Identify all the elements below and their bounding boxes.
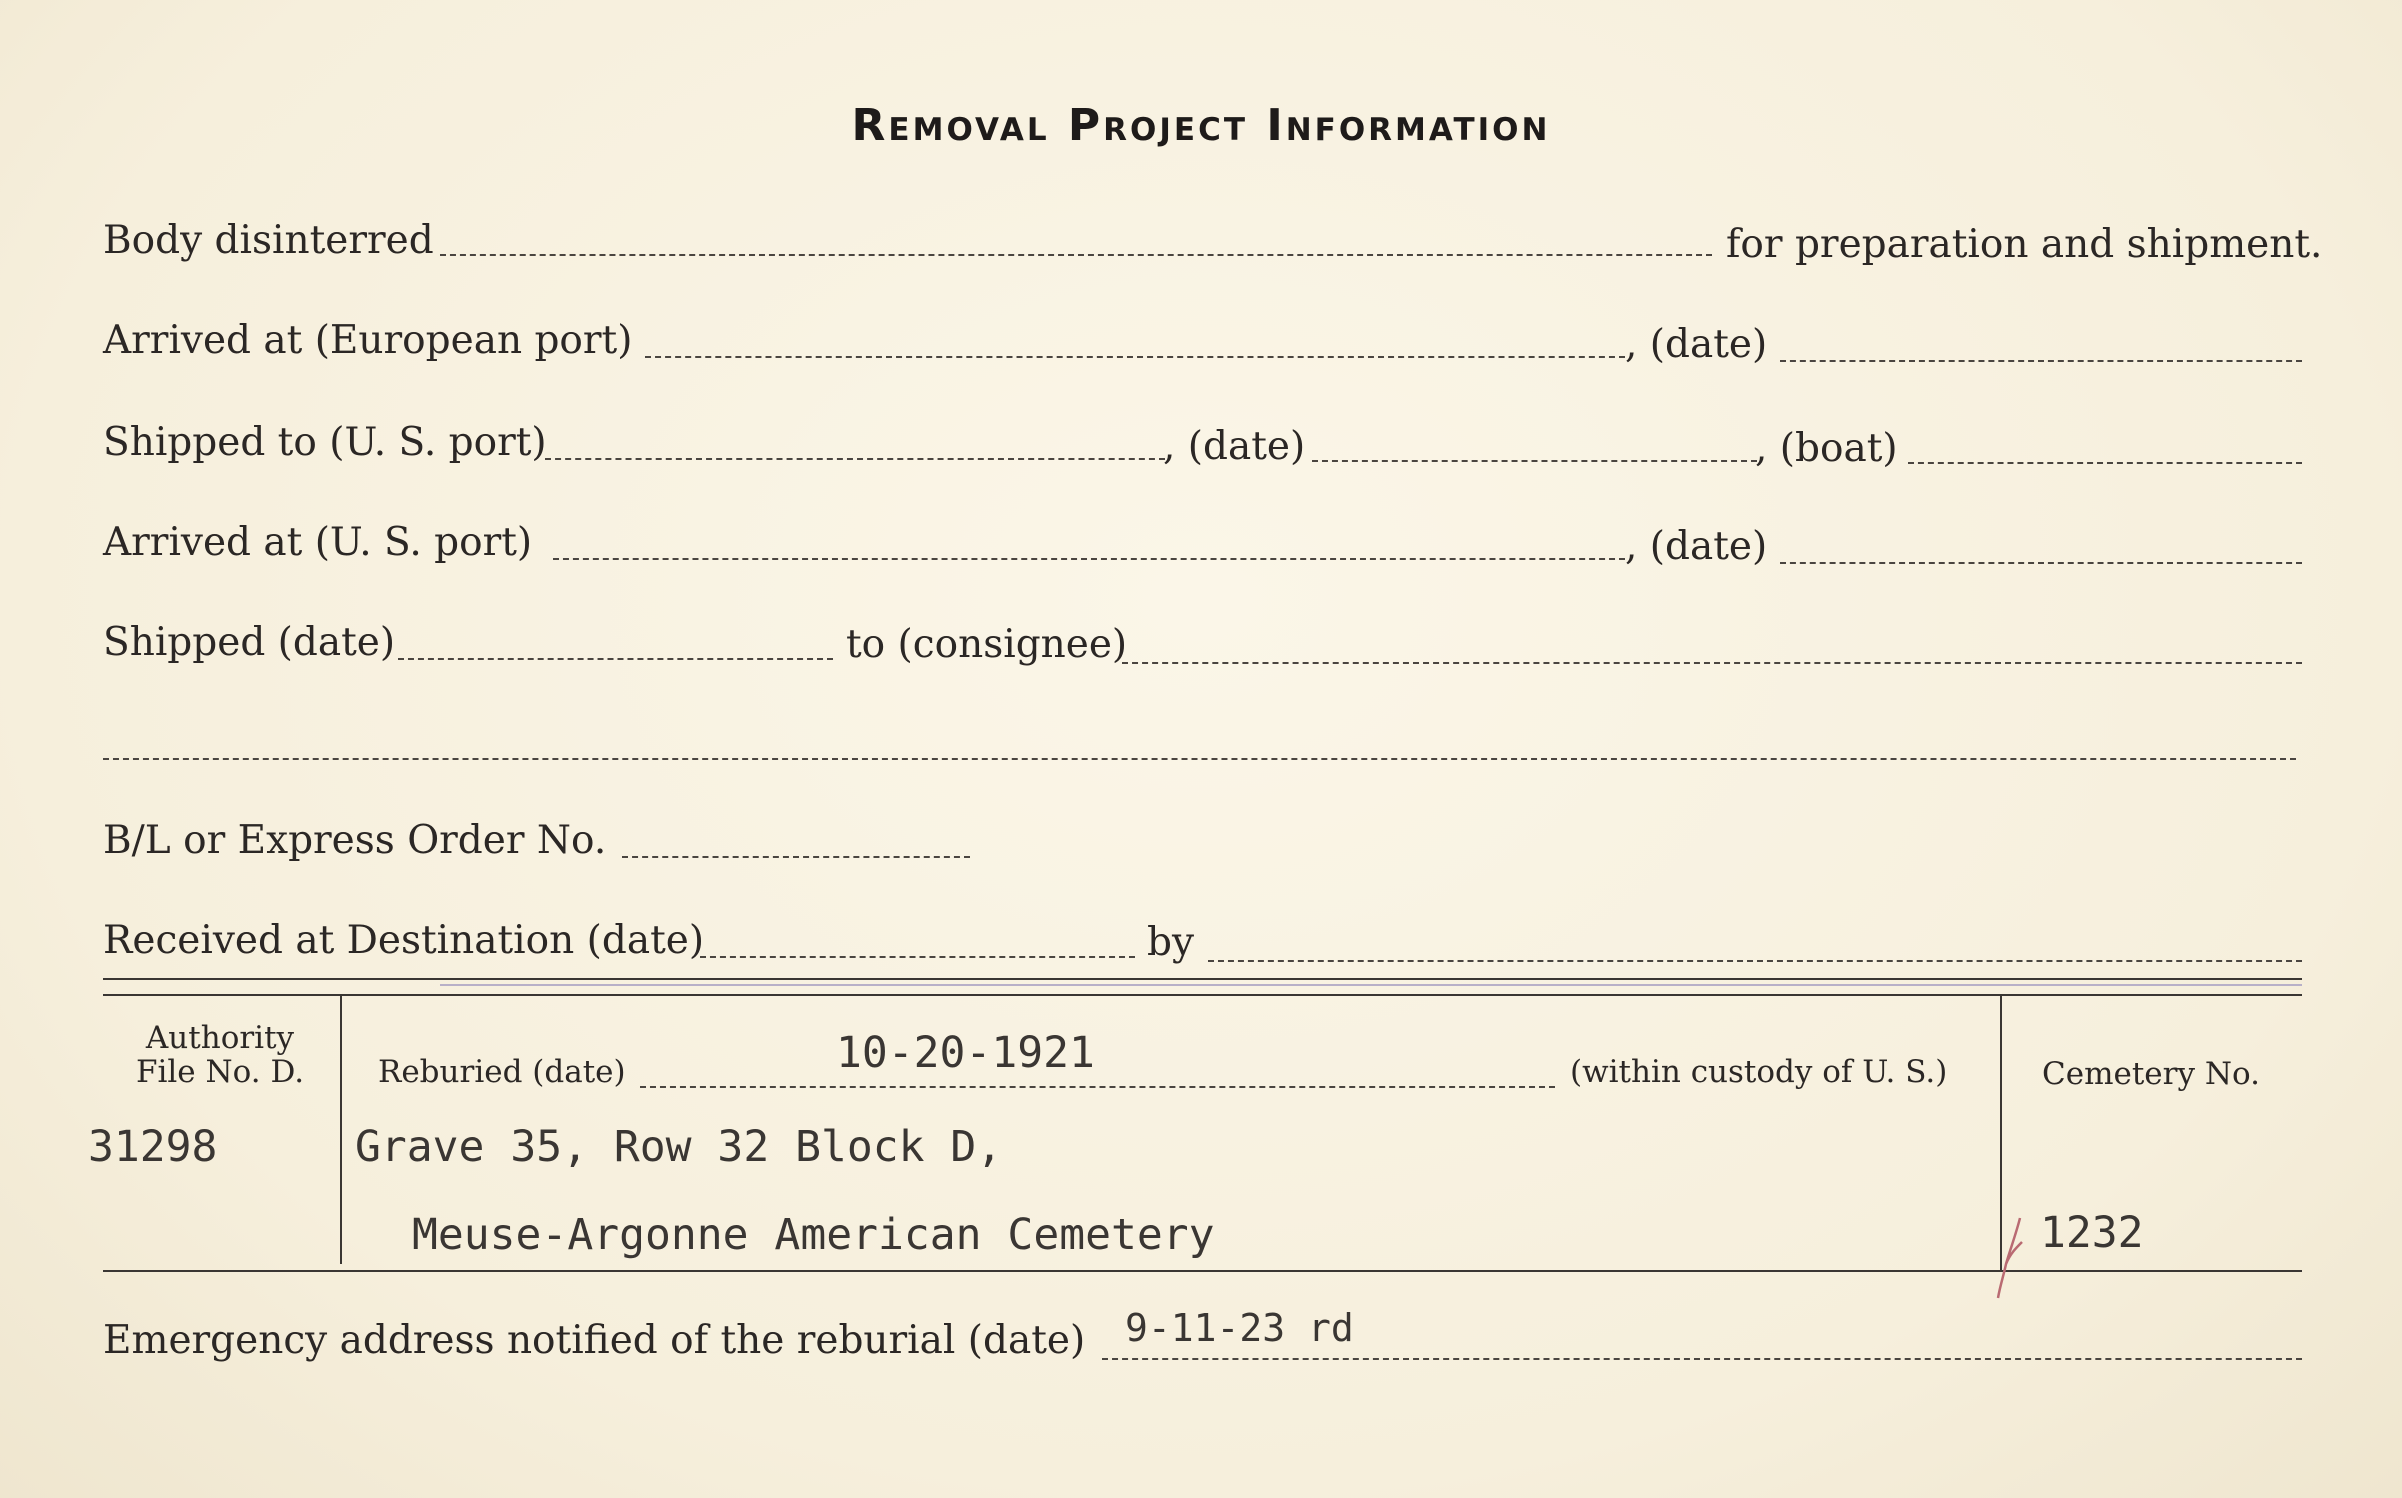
- grave-location-line1: Grave 35, Row 32 Block D,: [355, 1122, 1003, 1172]
- emergency-notified-date: 9-11-23 rd: [1125, 1306, 1354, 1350]
- reburied-date-label: Reburied (date): [378, 1054, 626, 1090]
- cemetery-number-value: 1232: [2040, 1208, 2144, 1258]
- arrived-us-date-field[interactable]: [1780, 562, 2302, 564]
- us-port-shipped-field[interactable]: [545, 458, 1165, 460]
- european-port-field[interactable]: [645, 356, 1625, 358]
- table-second-rule: [103, 994, 2302, 996]
- consignee-label: to (consignee): [846, 622, 1128, 667]
- table-top-rule: [103, 978, 2302, 980]
- arrived-us-date-label: , (date): [1625, 524, 1768, 569]
- european-date-label: , (date): [1625, 322, 1768, 367]
- pen-check-mark: [1992, 1214, 2032, 1304]
- authority-divider: [340, 994, 342, 1264]
- arrived-european-port-label: Arrived at (European port): [103, 318, 633, 363]
- shipped-to-us-port-label: Shipped to (U. S. port): [103, 420, 547, 465]
- arrived-us-port-field[interactable]: [553, 558, 1625, 560]
- shipped-date-label: , (date): [1163, 424, 1306, 469]
- consignee-field[interactable]: [1122, 662, 2302, 664]
- reburied-date-value: 10-20-1921: [836, 1028, 1095, 1078]
- grave-location-line2: Meuse-Argonne American Cemetery: [412, 1210, 1215, 1260]
- received-date-field[interactable]: [700, 956, 1135, 958]
- boat-field[interactable]: [1908, 462, 2302, 464]
- preparation-shipment-label: for preparation and shipment.: [1726, 222, 2323, 267]
- shipped-date-row-label: Shipped (date): [103, 620, 396, 665]
- received-by-field[interactable]: [1208, 960, 2302, 962]
- bl-order-field[interactable]: [622, 856, 970, 858]
- arrived-us-port-label: Arrived at (U. S. port): [103, 520, 533, 565]
- authority-header-line2: File No. D.: [135, 1054, 305, 1090]
- emergency-notified-label: Emergency address notified of the reburial (date): [103, 1318, 1086, 1363]
- body-disinterred-field[interactable]: [440, 254, 1712, 256]
- cemetery-number-header: Cemetery No.: [2042, 1056, 2260, 1092]
- authority-file-number: 31298: [88, 1122, 218, 1172]
- reburied-date-field[interactable]: [640, 1086, 1555, 1088]
- shipped-date-field[interactable]: [1312, 460, 1757, 462]
- table-top-faint-rule: [440, 984, 2302, 986]
- bl-order-label: B/L or Express Order No.: [103, 818, 607, 863]
- consignee-continuation-field[interactable]: [103, 758, 2296, 760]
- body-disinterred-label: Body disinterred: [103, 218, 434, 263]
- received-destination-label: Received at Destination (date): [103, 918, 705, 963]
- emergency-date-field[interactable]: [1102, 1358, 2302, 1360]
- page-title: Removal Project Information: [851, 100, 1551, 151]
- european-date-field[interactable]: [1780, 360, 2302, 362]
- custody-label: (within custody of U. S.): [1570, 1054, 1948, 1090]
- boat-label: , (boat): [1755, 426, 1898, 471]
- authority-header-line1: Authority: [145, 1020, 295, 1056]
- table-bottom-rule: [103, 1270, 2302, 1272]
- received-by-label: by: [1147, 920, 1194, 965]
- shipped-date-row-field[interactable]: [398, 658, 833, 660]
